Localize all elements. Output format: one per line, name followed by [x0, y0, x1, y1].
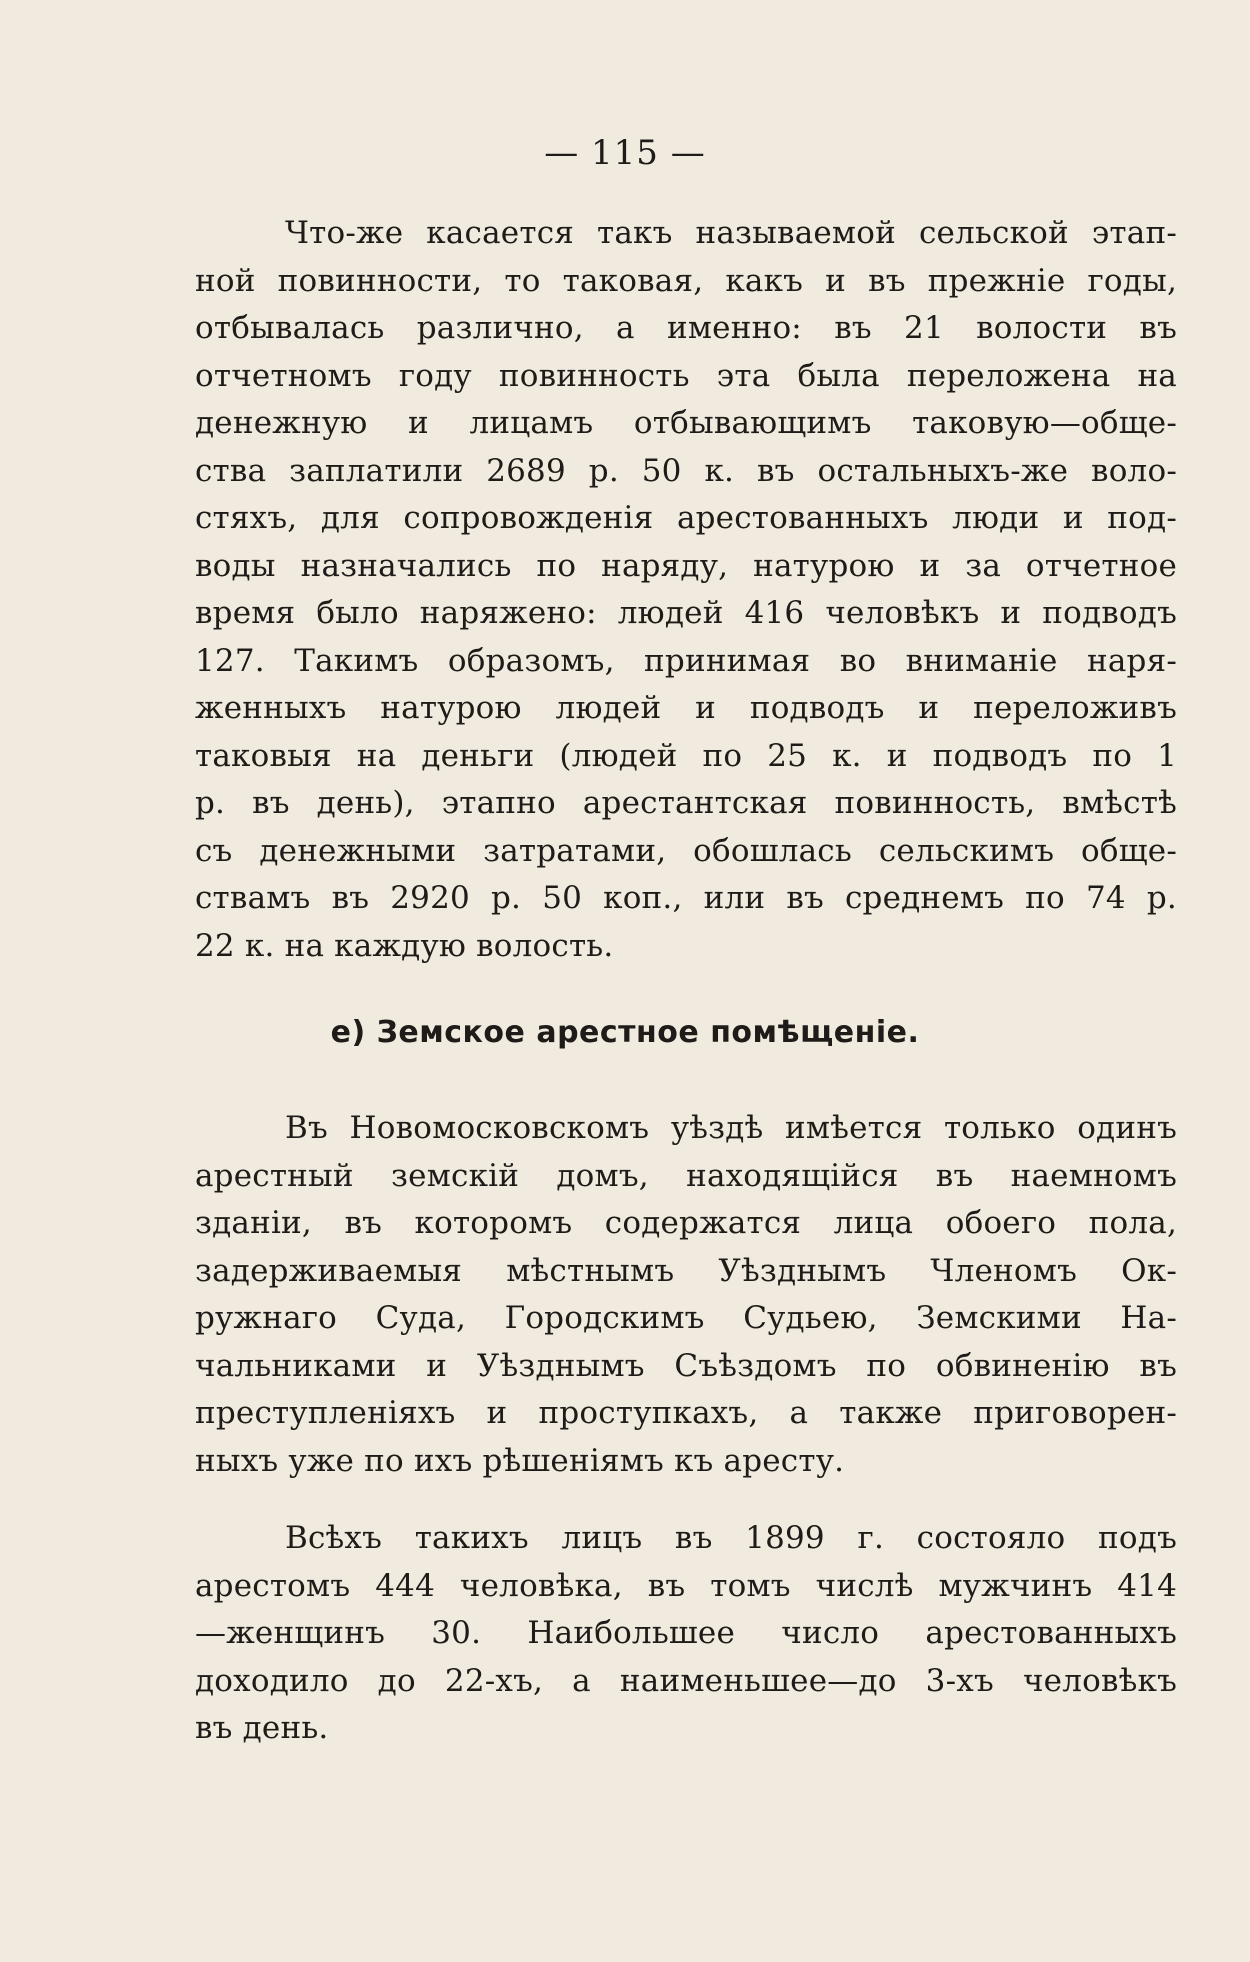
text-line: Что-же касается такъ называемой сельской этап- — [285, 215, 1177, 251]
page-number: — 115 — — [544, 133, 706, 173]
text-line: 22 к. на каждую волость. — [195, 927, 614, 964]
text-line: ружнаго Суда, Городскимъ Судьею, Земскими На- — [195, 1300, 1177, 1336]
text-line: чальниками и Уѣзднымъ Съѣздомъ по обвиненію въ — [195, 1347, 1177, 1384]
text-line: преступленіяхъ и проступкахъ, а также приговорен- — [195, 1395, 1177, 1431]
text-line: 127. Такимъ образомъ, принимая во вниманіе наря- — [195, 642, 1177, 679]
text-line: —женщинъ 30. Наибольшее число арестованныхъ — [195, 1615, 1177, 1651]
text-line: Въ Новомосковскомъ уѣздѣ имѣется только одинъ — [285, 1110, 1177, 1146]
text-line: въ день. — [195, 1710, 329, 1746]
text-line: женныхъ натурою людей и подводъ и переложивъ — [195, 690, 1177, 726]
text-line: стяхъ, для сопровожденія арестованныхъ люди и под- — [195, 500, 1177, 536]
text-line: ныхъ уже по ихъ рѣшеніямъ къ аресту. — [195, 1442, 845, 1479]
text-line: таковыя на деньги (людей по 25 к. и подводъ по 1 — [195, 737, 1177, 774]
text-line: время было наряжено: людей 416 человѣкъ и подводъ — [195, 595, 1177, 631]
text-line: доходило до 22-хъ, а наименьшее—до 3-хъ человѣкъ — [195, 1662, 1177, 1699]
text-line: ствамъ въ 2920 р. 50 коп., или въ среднемъ по 74 р. — [195, 880, 1177, 916]
text-line: арестный земскій домъ, находящійся въ наемномъ — [195, 1157, 1177, 1194]
text-line: зданіи, въ которомъ содержатся лица обоего пола, — [195, 1205, 1177, 1241]
text-line: денежную и лицамъ отбывающимъ таковую—общe- — [195, 405, 1177, 441]
text-line: ной повинности, то таковая, какъ и въ прежніе годы, — [195, 262, 1177, 299]
text-line: задерживаемыя мѣстнымъ Уѣзднымъ Членомъ Ок- — [195, 1252, 1177, 1289]
section-heading: е) Земское арестное помѣщеніе. — [330, 1015, 920, 1050]
text-line: воды назначались по наряду, натурою и за отчетное — [195, 547, 1177, 584]
paragraph-arrest-statistics — [195, 1515, 1177, 1753]
text-line: р. въ день), этапно арестантская повинность, вмѣстѣ — [195, 785, 1177, 821]
text-line: отчетномъ году повинность эта была переложена на — [195, 357, 1177, 394]
text-line: съ денежными затратами, обошлась сельскимъ обще- — [195, 832, 1177, 869]
text-line: ства заплатили 2689 р. 50 к. въ остальныхъ-же воло- — [195, 452, 1177, 489]
text-line: Всѣхъ такихъ лицъ въ 1899 г. состояло подъ — [285, 1520, 1177, 1556]
text-line: арестомъ 444 человѣка, въ томъ числѣ мужчинъ 414 — [195, 1567, 1177, 1604]
text-line: отбывалась различно, а именно: въ 21 волости въ — [195, 310, 1177, 346]
paragraph-arrest-house — [195, 1105, 1177, 1485]
paragraph-etape-duty — [195, 210, 1177, 970]
